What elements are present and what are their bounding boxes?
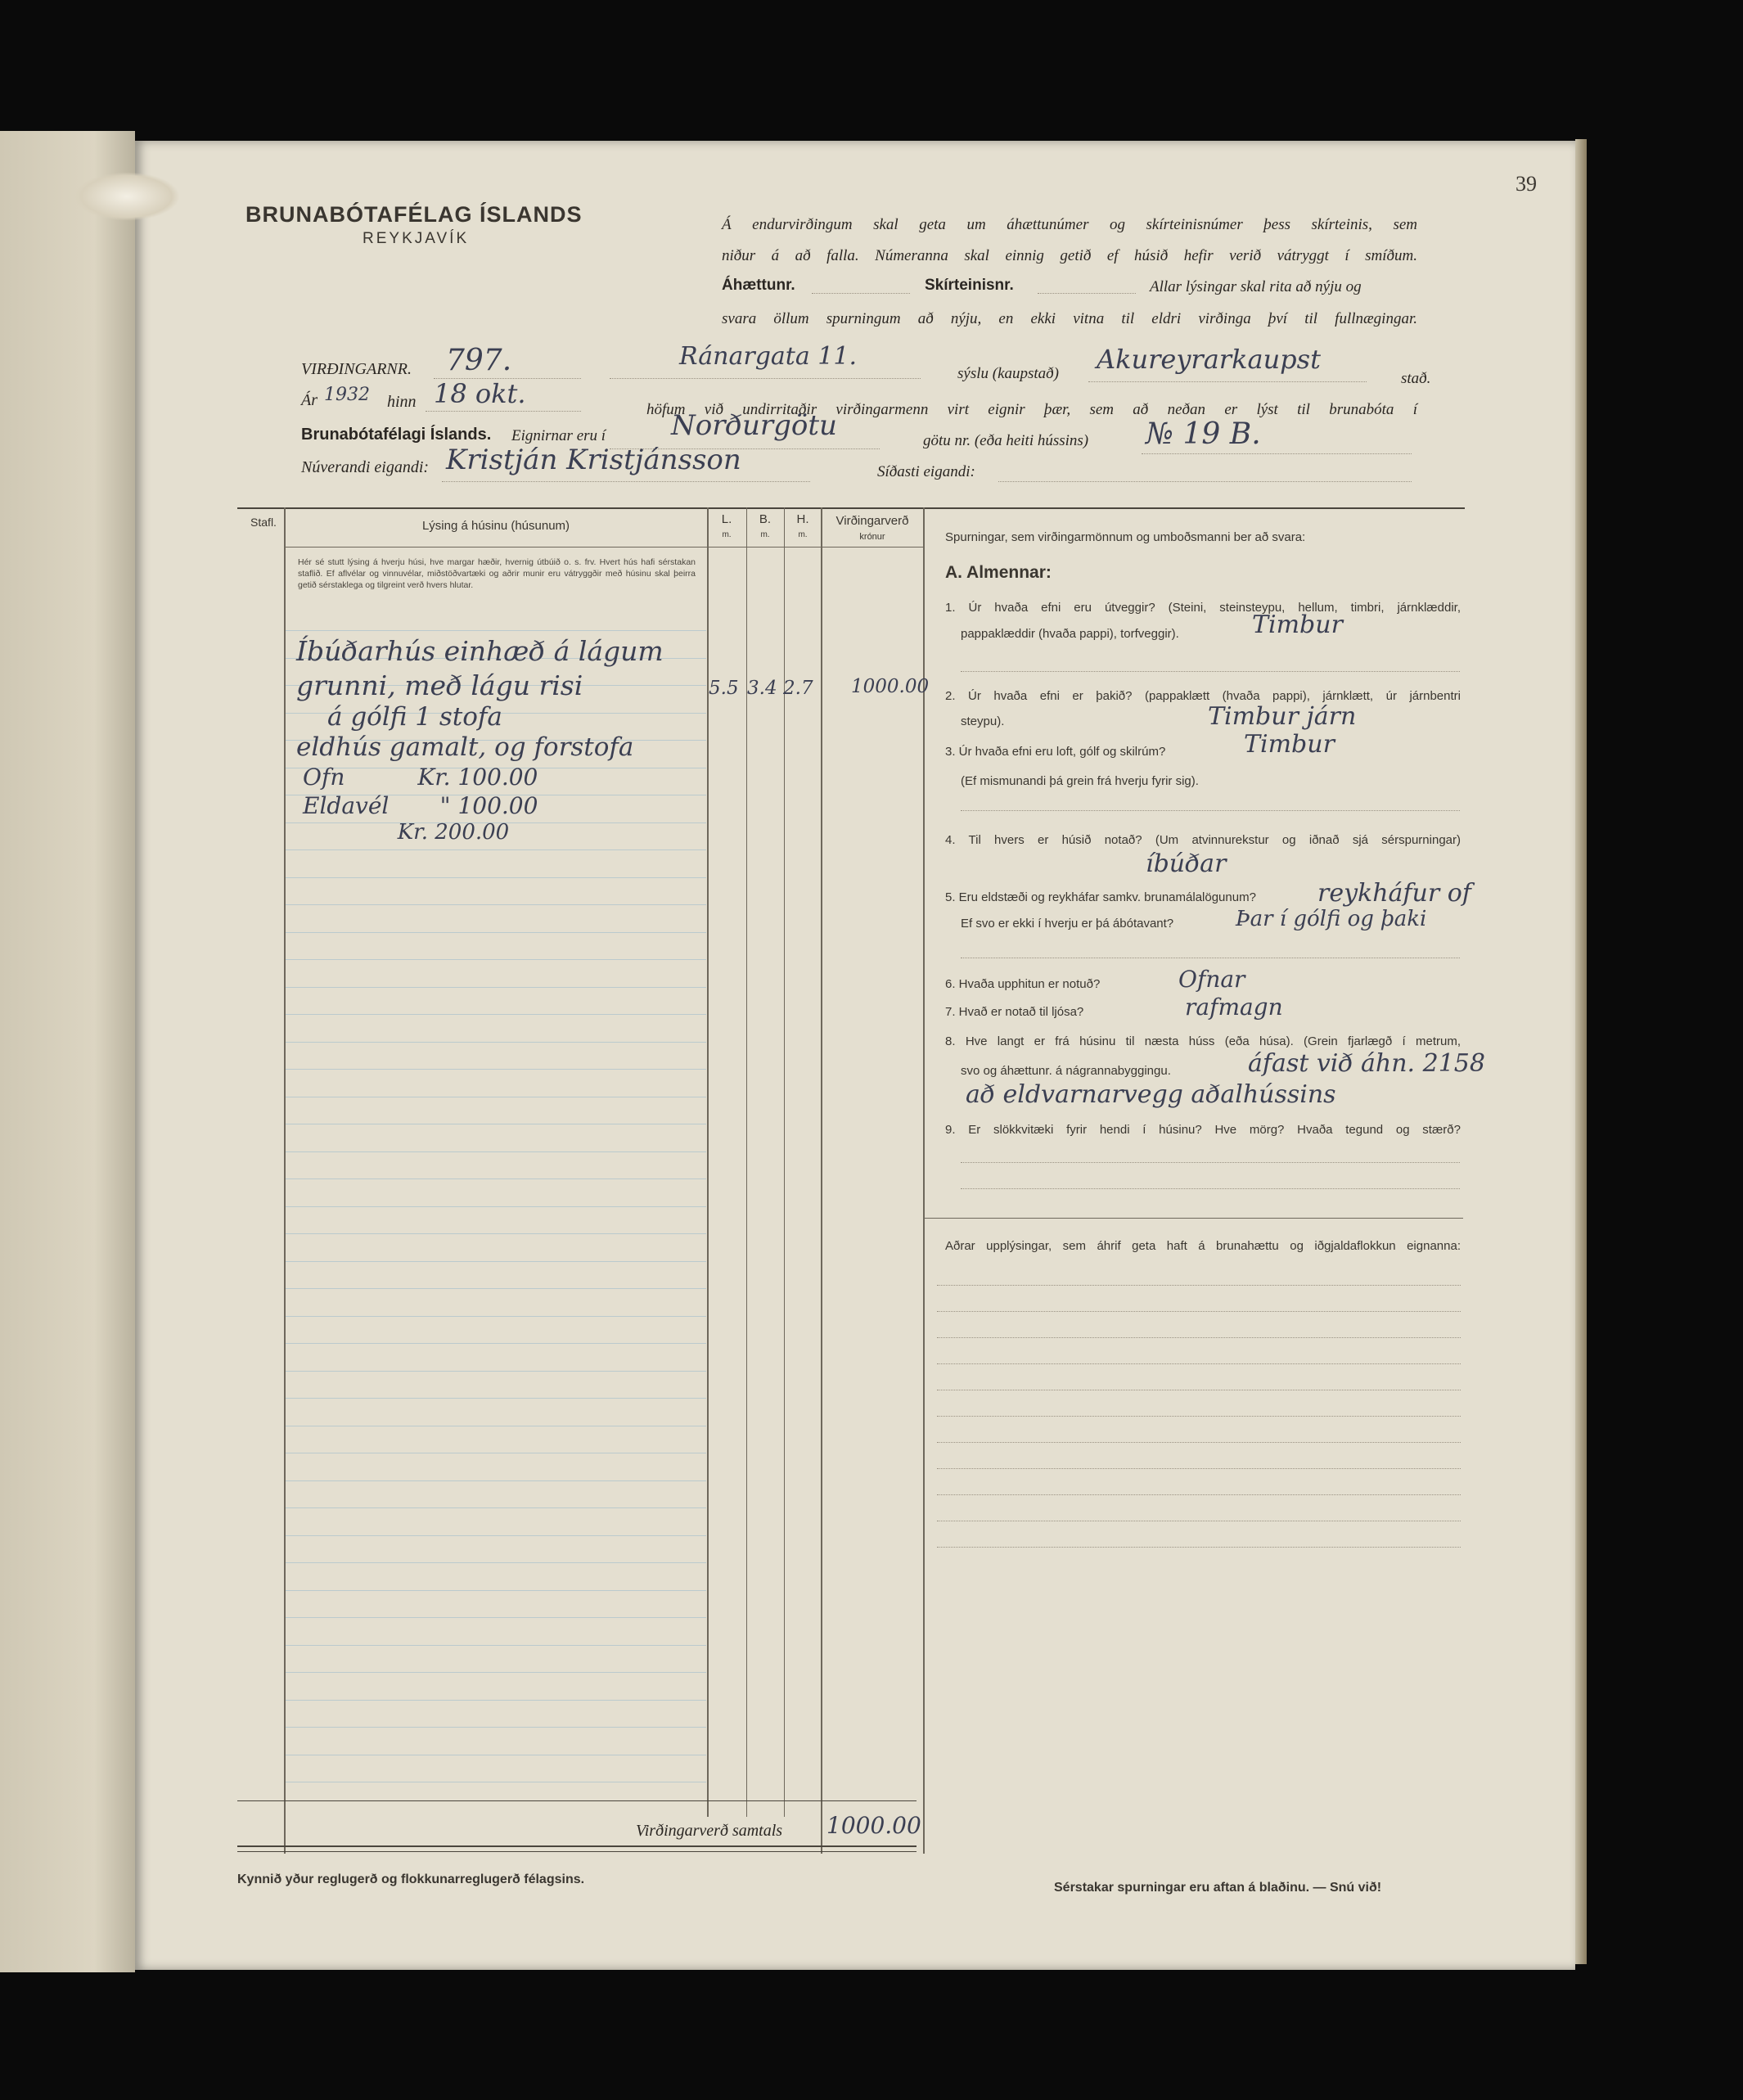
ruled-line bbox=[286, 1590, 706, 1591]
table-col-divider bbox=[821, 507, 822, 1854]
desc-line: Eldavél " 100.00 bbox=[303, 792, 538, 819]
nuverandi-value: Kristján Kristjánsson bbox=[446, 444, 741, 476]
sidasti-label: Síðasti eigandi: bbox=[877, 463, 975, 480]
date-line bbox=[426, 411, 581, 412]
syslu-line bbox=[1088, 381, 1367, 382]
ruled-line bbox=[286, 1206, 706, 1207]
street-value: Ránargata 11. bbox=[679, 342, 857, 371]
virdingarnr-label: VIRÐINGARNR. bbox=[301, 360, 412, 378]
q7-answer: rafmagn bbox=[1185, 994, 1283, 1021]
other-info-label: Aðrar upplýsingar, sem áhrif geta haft á brunahættu og iðgjaldaflokkun eignanna: bbox=[945, 1239, 1461, 1253]
q5-b: Ef svo er ekki í hverju er þá ábótavant? bbox=[961, 917, 1174, 931]
other-info-line[interactable] bbox=[937, 1285, 1461, 1286]
H-value: 2.7 bbox=[783, 678, 813, 699]
other-info-line[interactable] bbox=[937, 1337, 1461, 1338]
ar-value: 1932 bbox=[324, 385, 370, 405]
col-virdingarverd: Virðingarverð bbox=[835, 514, 909, 528]
ruled-line bbox=[286, 1069, 706, 1070]
ruled-line bbox=[286, 1014, 706, 1015]
eignirnar-label: Eignirnar eru í bbox=[511, 427, 606, 444]
ruled-line bbox=[286, 1316, 706, 1317]
footer-left: Kynnið yður reglugerð og flokkunarreglugerð félagsins. bbox=[237, 1872, 585, 1886]
q4-answer: íbúðar bbox=[1146, 849, 1227, 878]
B-value: 3.4 bbox=[747, 678, 777, 699]
gotu-label: götu nr. (eða heiti hússins) bbox=[923, 432, 1089, 449]
hinn-label: hinn bbox=[387, 393, 417, 411]
section-title: A. Almennar: bbox=[945, 563, 1052, 582]
q9: 9. Er slökkvitæki fyrir hendi í húsinu? Hve mörg? Hvaða tegund og stærð? bbox=[945, 1123, 1461, 1137]
q8-answer-a: áfast við áhn. 2158 bbox=[1248, 1049, 1485, 1078]
ruled-line bbox=[286, 1288, 706, 1289]
desc-line: á gólfi 1 stofa bbox=[327, 702, 502, 732]
ruled-line bbox=[286, 1042, 706, 1043]
table-header-rule bbox=[284, 547, 923, 548]
skirteinisnr-field[interactable] bbox=[1038, 293, 1136, 294]
q2-answer: Timbur járn bbox=[1208, 702, 1357, 731]
total-bottom-rule bbox=[237, 1845, 917, 1847]
q2-a: 2. Úr hvaða efni er þakið? (pappaklætt (hvaða pappi), járnklætt, úr járnbentri bbox=[945, 689, 1461, 703]
page-number: 39 bbox=[1516, 172, 1537, 196]
ruled-line bbox=[286, 932, 706, 933]
eignirnar-value: Norðurgötu bbox=[671, 409, 837, 442]
stad-label: stað. bbox=[1401, 370, 1431, 387]
ruled-line bbox=[286, 959, 706, 960]
q1-a: 1. Úr hvaða efni eru útveggir? (Steini, steinsteypu, hellum, timbri, járnklæddir, bbox=[945, 601, 1461, 615]
virdingarnr-value: 797. bbox=[446, 344, 512, 377]
value: 1000.00 bbox=[851, 676, 930, 697]
q9-field[interactable] bbox=[961, 1162, 1460, 1163]
ahaettunr-label: Áhættunr. bbox=[722, 277, 795, 294]
col-B-unit: m. bbox=[760, 530, 770, 539]
desc-line: eldhús gamalt, og forstofa bbox=[296, 732, 634, 762]
ahaettunr-field[interactable] bbox=[812, 293, 910, 294]
ruled-line bbox=[286, 1480, 706, 1481]
ruled-line bbox=[286, 1343, 706, 1344]
date-value: 18 okt. bbox=[434, 378, 526, 409]
answer-line bbox=[961, 671, 1460, 672]
col-stafl: Stafl. bbox=[250, 516, 277, 529]
ruled-line bbox=[286, 1672, 706, 1673]
footer-right: Sérstakar spurningar eru aftan á blaðinu. — Snú við! bbox=[1054, 1881, 1382, 1895]
intro-line-1: Á endurvirðingum skal geta um áhættunúmer og skírteinisnúmer þess skírteinis, sem bbox=[722, 216, 1417, 233]
intro-line-3: Allar lýsingar skal rita að nýju og bbox=[1150, 278, 1362, 295]
q5-answer-b: Þar í gólfi og þaki bbox=[1236, 907, 1427, 931]
ruled-line bbox=[286, 904, 706, 905]
ruled-line bbox=[286, 877, 706, 878]
col-lysing: Lýsing á húsinu (húsunum) bbox=[421, 519, 570, 533]
other-info-line[interactable] bbox=[937, 1363, 1461, 1364]
other-info-line[interactable] bbox=[937, 1442, 1461, 1443]
desc-line: Kr. 200.00 bbox=[303, 820, 510, 845]
total-bottom-rule bbox=[237, 1851, 917, 1852]
org-city: REYKJAVÍK bbox=[363, 230, 470, 247]
ruled-line bbox=[286, 1398, 706, 1399]
table-instructions: Hér sé stutt lýsing á hverju húsi, hve margar hæðir, hvernig útbúið o. s. frv. Hvert hús hafi sérstakan staflið. Ef aflvélar og vinnuvélar, miðstöðvartæki og aðrir munir eru vátryggðir með húsinu skal þeirra getið sérstaklega og tilgreint verð hvers hlutar. bbox=[298, 557, 696, 590]
page-edge bbox=[1575, 139, 1587, 1964]
q3-b: (Ef mismunandi þá grein frá hverju fyrir sig). bbox=[961, 774, 1199, 788]
binding-tear bbox=[74, 172, 180, 221]
ruled-line bbox=[286, 987, 706, 988]
table-col-divider bbox=[284, 507, 286, 1854]
nuverandi-label: Núverandi eigandi: bbox=[301, 458, 430, 476]
L-value: 5.5 bbox=[709, 678, 739, 699]
col-L-unit: m. bbox=[722, 530, 732, 539]
total-value: 1000.00 bbox=[826, 1812, 921, 1839]
ruled-line bbox=[286, 1562, 706, 1563]
table-col-divider bbox=[923, 507, 925, 1854]
ruled-line bbox=[286, 849, 706, 850]
ruled-line bbox=[286, 1261, 706, 1262]
ruled-line bbox=[286, 1178, 706, 1179]
table-col-divider bbox=[784, 507, 785, 1817]
q1-answer: Timbur bbox=[1252, 611, 1343, 639]
q6: 6. Hvaða upphitun er notuð? bbox=[945, 977, 1101, 991]
q1-b: pappaklæddir (hvaða pappi), torfveggir). bbox=[961, 627, 1179, 641]
col-kronur: krónur bbox=[859, 532, 885, 542]
ruled-line bbox=[286, 1727, 706, 1728]
q6-answer: Ofnar bbox=[1178, 966, 1245, 993]
other-info-line[interactable] bbox=[937, 1468, 1461, 1469]
q4: 4. Til hvers er húsið notað? (Um atvinnurekstur og iðnað sjá sérspurningar) bbox=[945, 833, 1461, 847]
street-line bbox=[610, 378, 921, 379]
questions-intro: Spurningar, sem virðingarmönnum og umboðsmanni ber að svara: bbox=[945, 530, 1306, 544]
total-rule bbox=[237, 1800, 917, 1801]
intro-line-2: niður á að falla. Númeranna skal einnig getið ef húsið hefir verið vátryggt í smíðum. bbox=[722, 247, 1417, 264]
skirteinisnr-label: Skírteinisnr. bbox=[925, 277, 1014, 294]
q5-answer-a: reykháfur of bbox=[1317, 879, 1471, 908]
q8-answer-b: að eldvarnarvegg aðalhússins bbox=[966, 1080, 1336, 1109]
ruled-line bbox=[286, 1617, 706, 1618]
ruled-line bbox=[286, 1535, 706, 1536]
q7: 7. Hvað er notað til ljósa? bbox=[945, 1005, 1084, 1019]
brunabotafelagi-label: Brunabótafélagi Íslands. bbox=[301, 426, 492, 444]
q8-a: 8. Hve langt er frá húsinu til næsta húss (eða húsa). (Grein fjarlægð í metrum, bbox=[945, 1034, 1461, 1048]
col-H-unit: m. bbox=[798, 530, 808, 539]
col-B: B. bbox=[759, 512, 772, 526]
q9-field[interactable] bbox=[961, 1188, 1460, 1189]
col-H: H. bbox=[796, 512, 809, 526]
intro-line-4: svara öllum spurningum að nýju, en ekki vitna til eldri virðinga því til fullnægingar. bbox=[722, 310, 1417, 327]
col-L: L. bbox=[721, 512, 732, 526]
org-name: BRUNABÓTAFÉLAG ÍSLANDS bbox=[245, 202, 583, 227]
ruled-line bbox=[286, 1645, 706, 1646]
other-info-line[interactable] bbox=[937, 1547, 1461, 1548]
hofum-text: höfum við undirritaðir virðingarmenn virt eignir þær, sem að neðan er lýst til brunabóta í bbox=[646, 401, 1417, 418]
other-info-line[interactable] bbox=[937, 1416, 1461, 1417]
table-col-divider bbox=[707, 507, 709, 1817]
answer-line bbox=[961, 810, 1460, 811]
ar-label: Ár bbox=[301, 391, 318, 409]
section-divider bbox=[923, 1218, 1463, 1219]
q3-answer: Timbur bbox=[1244, 730, 1335, 759]
ruled-line bbox=[286, 1371, 706, 1372]
desc-line: Íbúðarhús einhæð á lágum bbox=[296, 635, 664, 667]
ruled-line bbox=[286, 630, 706, 631]
ruled-line bbox=[286, 1507, 706, 1508]
ruled-line bbox=[286, 1700, 706, 1701]
gotu-value: № 19 B. bbox=[1146, 417, 1261, 451]
desc-line: Ofn Kr. 100.00 bbox=[303, 764, 538, 791]
gotu-line bbox=[1142, 453, 1412, 454]
syslu-value: Akureyrarkaupst bbox=[1097, 344, 1321, 375]
q2-b: steypu). bbox=[961, 714, 1005, 728]
syslu-label: sýslu (kaupstað) bbox=[957, 365, 1060, 382]
desc-line: grunni, með lágu risi bbox=[296, 669, 583, 701]
table-top-rule bbox=[237, 507, 1465, 509]
total-label: Virðingarverð samtals bbox=[636, 1822, 783, 1840]
nuverandi-line bbox=[442, 481, 810, 482]
table-col-divider bbox=[746, 507, 747, 1817]
ruled-line bbox=[286, 1151, 706, 1152]
other-info-line[interactable] bbox=[937, 1311, 1461, 1312]
sidasti-field[interactable] bbox=[998, 481, 1412, 482]
q5-a: 5. Eru eldstæði og reykháfar samkv. brunamálalögunum? bbox=[945, 890, 1256, 904]
q3-a: 3. Úr hvaða efni eru loft, gólf og skilrúm? bbox=[945, 745, 1166, 759]
q8-b: svo og áhættunr. á nágrannabyggingu. bbox=[961, 1064, 1171, 1078]
ruled-line bbox=[286, 1233, 706, 1234]
other-info-line[interactable] bbox=[937, 1494, 1461, 1495]
left-page-edge bbox=[0, 131, 135, 1972]
